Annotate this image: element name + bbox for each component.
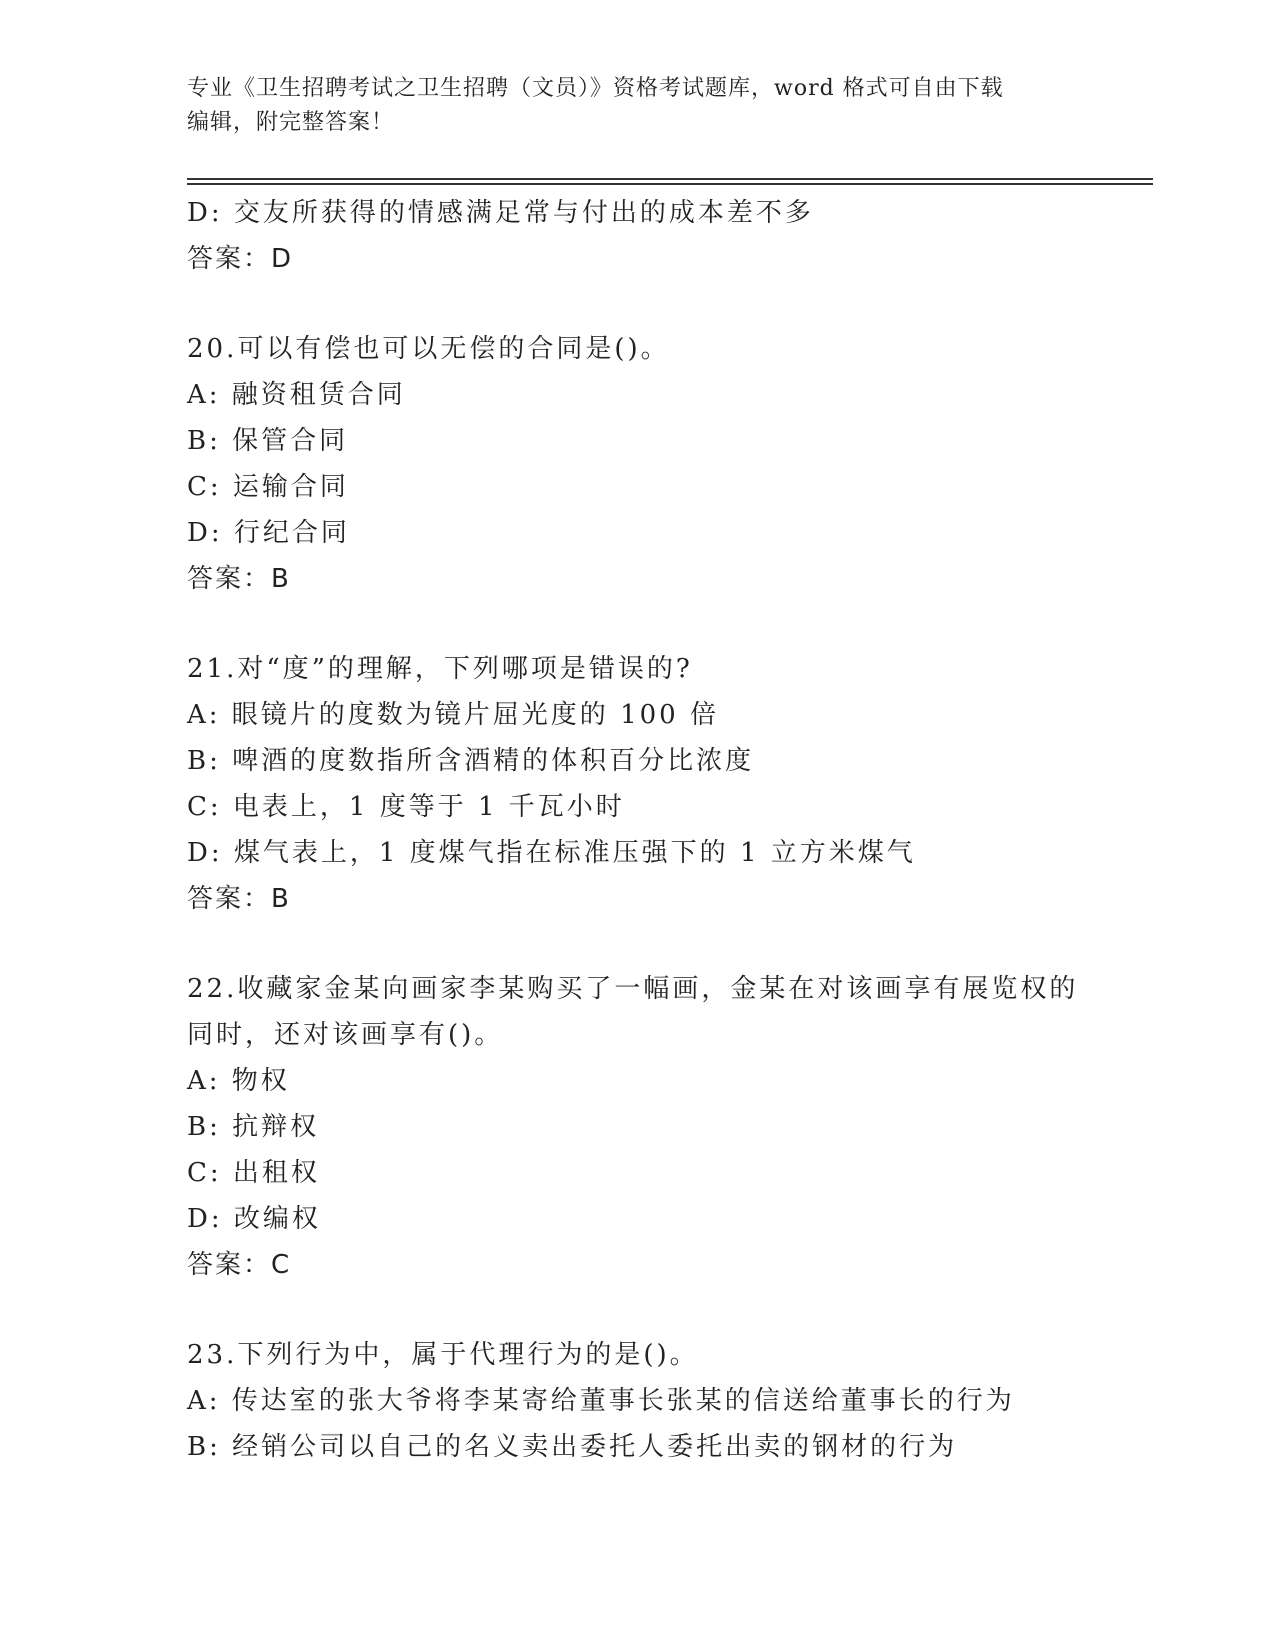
option-d: D: 行纪合同 — [187, 518, 350, 548]
header-rule-bottom — [187, 183, 1153, 185]
option-d: D: 改编权 — [187, 1204, 321, 1234]
option-b: B: 经销公司以自己的名义卖出委托人委托出卖的钢材的行为 — [187, 1432, 958, 1462]
answer-line: 答案：B — [187, 884, 291, 914]
option-a: A: 物权 — [187, 1066, 290, 1096]
question-stem: 21.对“度”的理解，下列哪项是错误的? — [187, 654, 693, 684]
question-22 — [187, 966, 1147, 1288]
question-23 — [187, 1332, 1147, 1470]
question-21 — [187, 646, 1147, 922]
header-line-1: 专业《卫生招聘考试之卫生招聘（文员）》资格考试题库，word 格式可自由下载 — [187, 76, 1004, 101]
header-line-2: 编辑，附完整答案！ — [187, 110, 395, 135]
header-rule-top — [187, 178, 1153, 180]
option-a: A: 融资租赁合同 — [187, 380, 406, 410]
document-body — [187, 190, 1147, 1470]
question-stem-line-2: 同时，还对该画享有()。 — [187, 1020, 504, 1050]
option-c: C: 出租权 — [187, 1158, 320, 1188]
option-a: A: 眼镜片的度数为镜片屈光度的 100 倍 — [187, 700, 719, 730]
question-stem-line-1: 22.收藏家金某向画家李某购买了一幅画，金某在对该画享有展览权的 — [187, 974, 1079, 1004]
option-b: B: 抗辩权 — [187, 1112, 320, 1142]
answer-line: 答案：C — [187, 1250, 292, 1280]
question-stem: 20.可以有偿也可以无偿的合同是()。 — [187, 334, 670, 364]
option-a: A: 传达室的张大爷将李某寄给董事长张某的信送给董事长的行为 — [187, 1386, 1015, 1416]
document-header — [187, 72, 1087, 140]
question-20 — [187, 326, 1147, 602]
question-fragment — [187, 190, 1147, 282]
option-c: C: 运输合同 — [187, 472, 349, 502]
option-d: D: 交友所获得的情感满足常与付出的成本差不多 — [187, 198, 814, 228]
option-b: B: 保管合同 — [187, 426, 349, 456]
option-d: D: 煤气表上，1 度煤气指在标准压强下的 1 立方米煤气 — [187, 838, 916, 868]
option-c: C: 电表上，1 度等于 1 千瓦小时 — [187, 792, 625, 822]
option-b: B: 啤酒的度数指所含酒精的体积百分比浓度 — [187, 746, 755, 776]
answer-line: 答案：D — [187, 244, 294, 274]
question-stem: 23.下列行为中，属于代理行为的是()。 — [187, 1340, 699, 1370]
answer-line: 答案：B — [187, 564, 291, 594]
